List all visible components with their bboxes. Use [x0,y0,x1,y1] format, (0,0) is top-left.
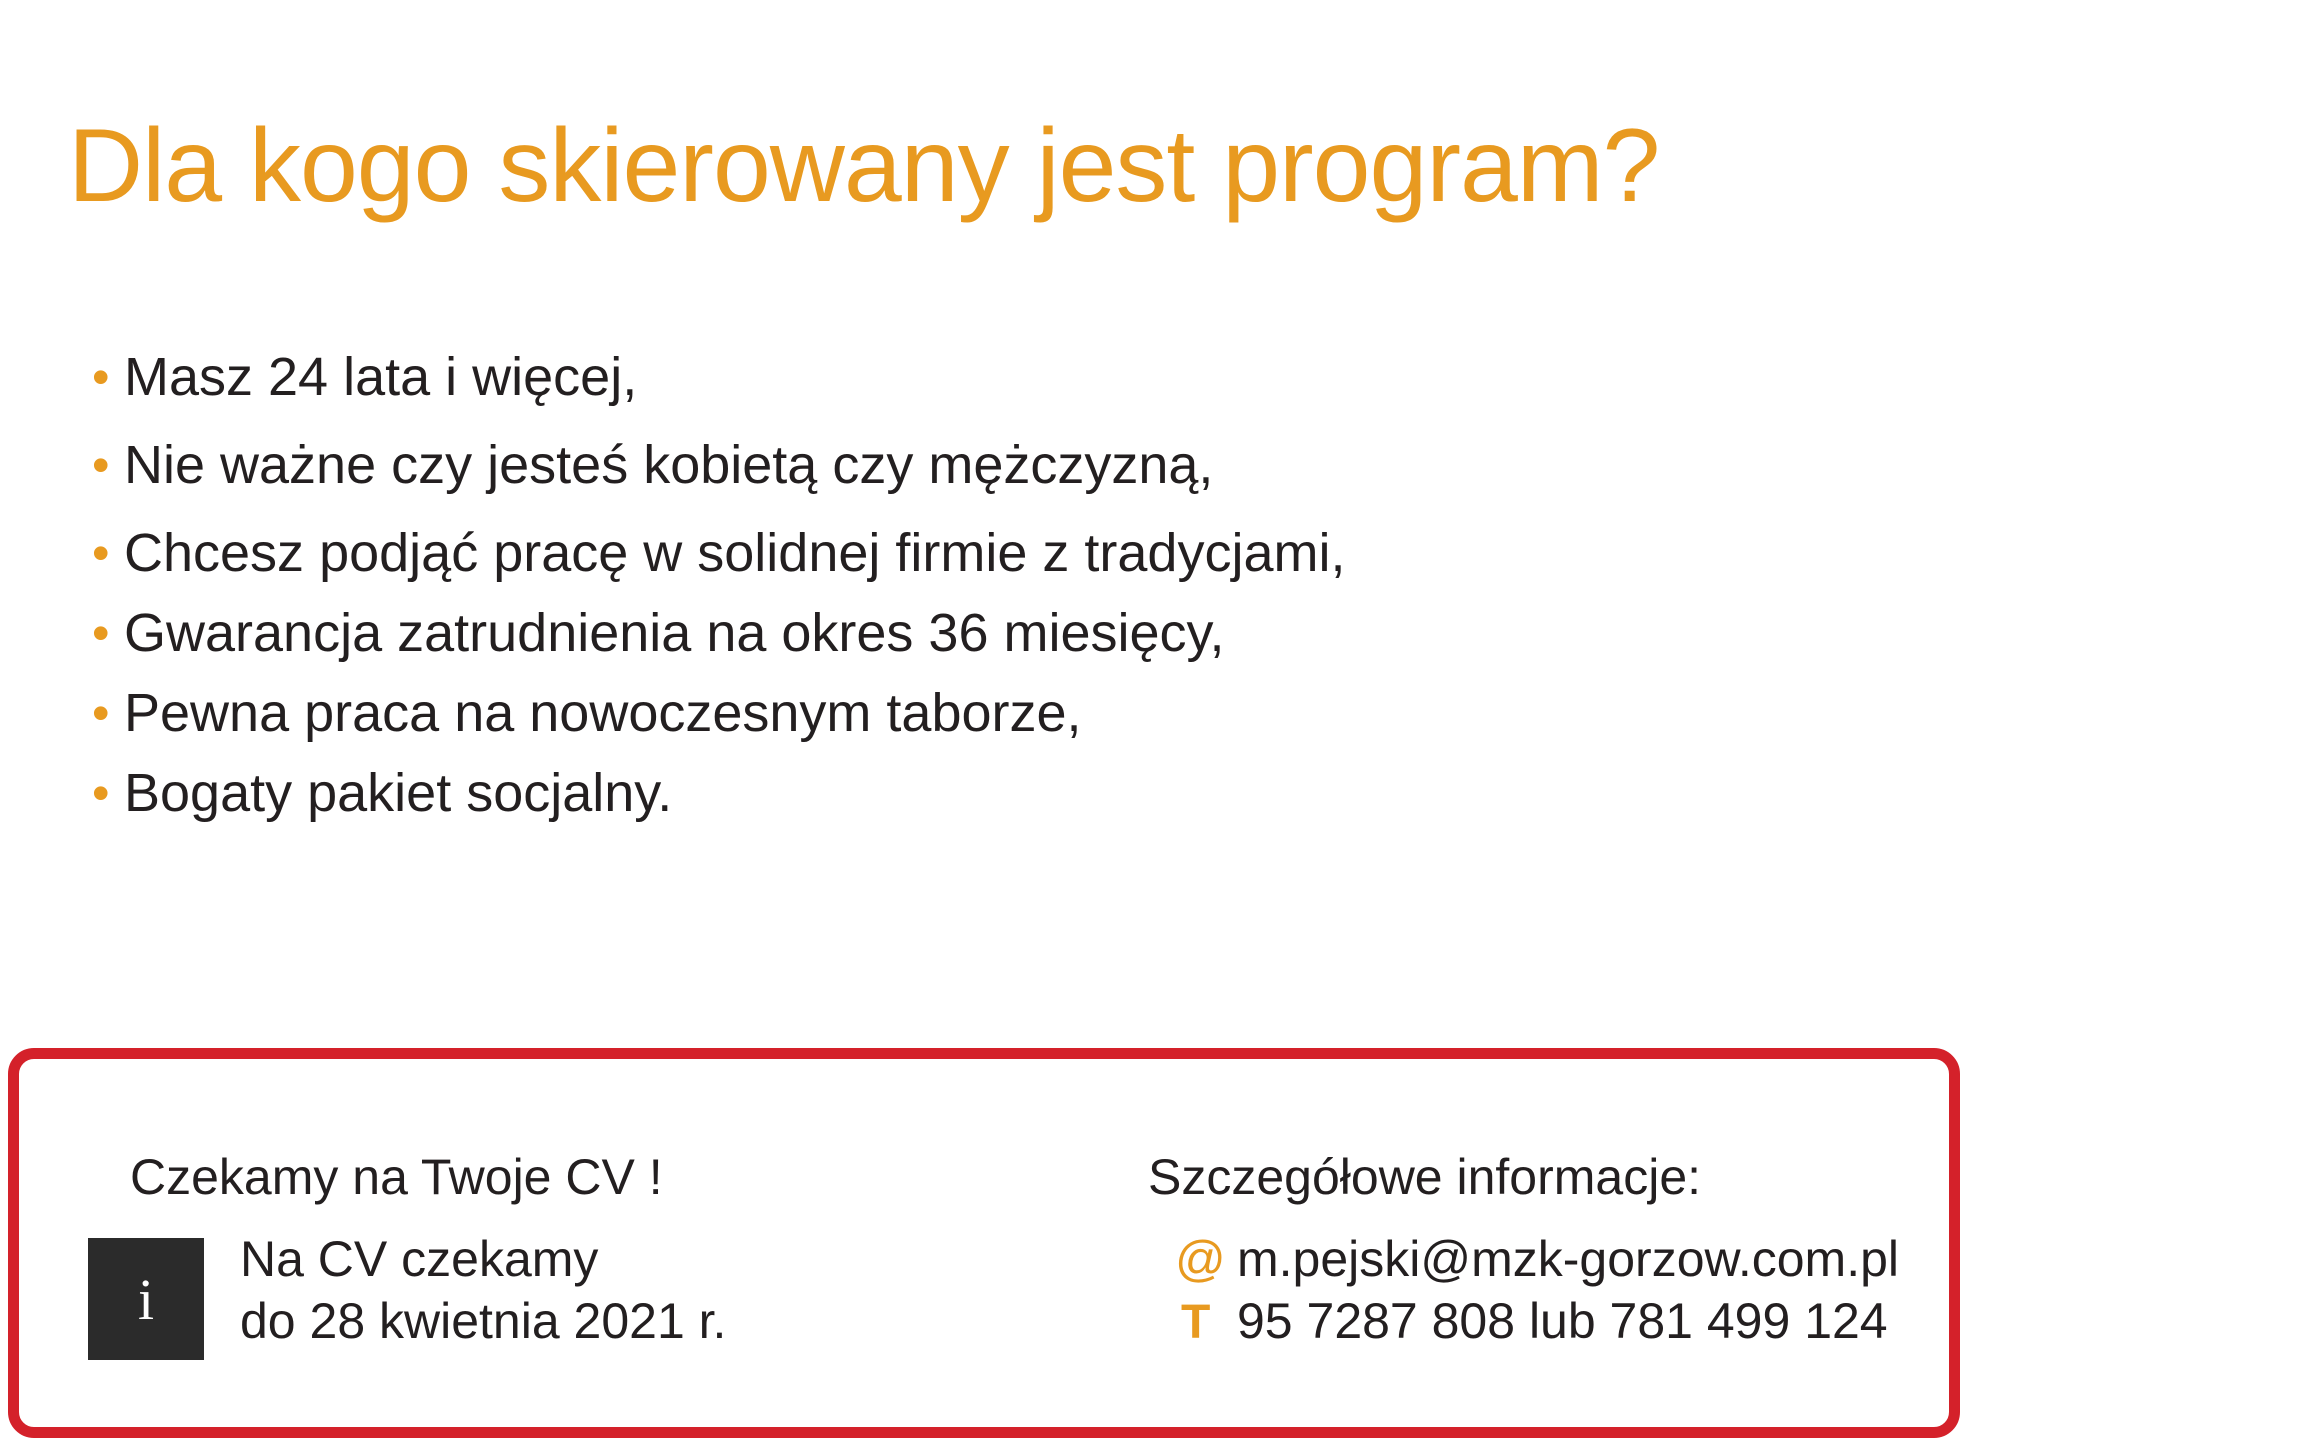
list-item-label: Nie ważne czy jesteś kobietą czy mężczyzną, [124,435,1214,495]
telephone-icon: T [1181,1296,1211,1349]
list-item [70,434,1970,496]
list-item [70,602,1970,664]
list-item [70,346,1970,408]
page-title: Dla kogo skierowany jest program? [68,108,1660,224]
bullet-dot-icon: • [92,349,110,405]
bullet-dot-icon: • [92,525,110,581]
info-icon: i [88,1238,204,1360]
list-item-label: Pewna praca na nowoczesnym taborze, [124,683,1082,743]
cv-deadline [240,1228,726,1352]
phone-value[interactable]: 95 7287 808 lub 781 499 124 [1237,1293,1888,1349]
email-row[interactable] [1175,1228,1899,1290]
list-item [70,762,1970,824]
cv-deadline-line-1: Na CV czekamy [240,1231,599,1287]
cv-deadline-line-2: do 28 kwietnia 2021 r. [240,1293,727,1349]
list-item [70,682,1970,744]
list-item-label: Masz 24 lata i więcej, [124,347,638,407]
bullet-dot-icon: • [92,605,110,661]
bullet-list [70,346,1970,842]
list-item [70,522,1970,584]
at-icon: @ [1175,1231,1226,1287]
phone-row[interactable] [1175,1290,1899,1354]
info-heading: Szczegółowe informacje: [1148,1149,1702,1205]
list-item-label: Chcesz podjąć pracę w solidnej firmie z tradycjami, [124,523,1346,583]
list-item-label: Gwarancja zatrudnienia na okres 36 miesięcy, [124,603,1225,663]
contact-details [1175,1228,1899,1354]
bullet-dot-icon: • [92,437,110,493]
cv-heading: Czekamy na Twoje CV ! [130,1149,663,1205]
email-value[interactable]: m.pejski@mzk-gorzow.com.pl [1237,1231,1900,1287]
list-item-label: Bogaty pakiet socjalny. [124,763,673,823]
bullet-dot-icon: • [92,765,110,821]
bullet-dot-icon: • [92,685,110,741]
